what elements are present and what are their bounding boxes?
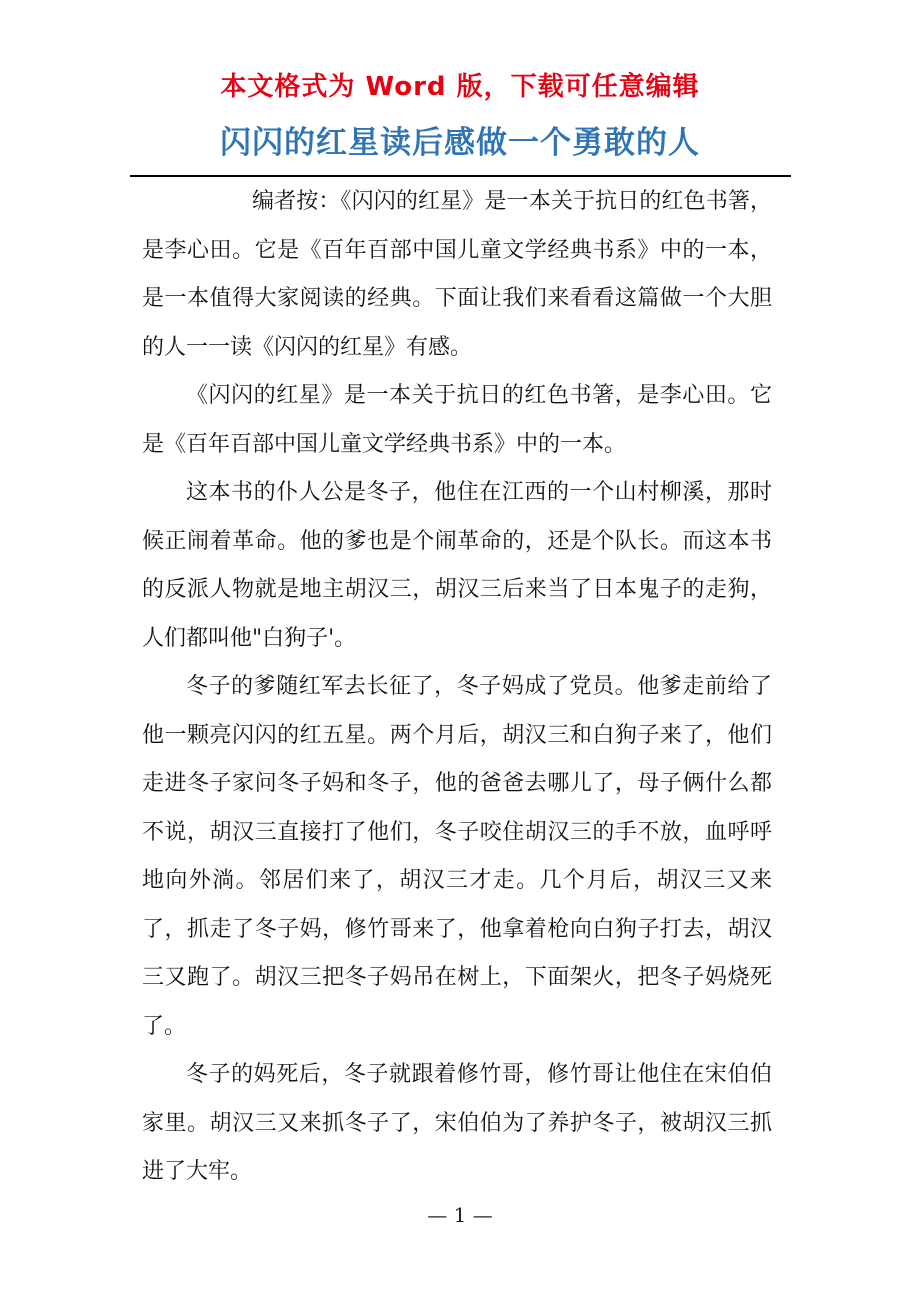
document-body <box>142 178 772 1197</box>
page-number: — 1 — <box>427 1203 493 1227</box>
format-banner: 本文格式为 Word 版，下载可任意编辑 <box>220 72 700 102</box>
title-divider <box>130 175 791 177</box>
body-paragraph: 冬子的爹随红军去长征了，冬子妈成了党员。他爹走前给了他一颗亮闪闪的红五星。两个月后，胡汉三和白狗子来了，他们走进冬子家问冬子妈和冬子，他的爸爸去哪儿了，母子俩什么都不说，胡汉三直接打了他们，冬子咬住胡汉三的手不放，血呼呼地向外淌。邻居们来了，胡汉三才走。几个月后，胡汉三又来了，抓走了冬子妈，修竹哥来了，他拿着枪向白狗子打去，胡汉三又跑了。胡汉三把冬子妈吊在树上，下面架火，把冬子妈烧死了。 <box>142 674 772 1039</box>
body-paragraph: 冬子的妈死后，冬子就跟着修竹哥，修竹哥让他住在宋伯伯家里。胡汉三又来抓冬子了，宋伯伯为了养护冬子，被胡汉三抓进了大牢。 <box>142 1062 772 1184</box>
document-title: 闪闪的红星读后感做一个勇敢的人 <box>220 125 700 161</box>
editor-note-paragraph: 编者按：《闪闪的红星》是一本关于抗日的红色书箸，是李心田。它是《百年百部中国儿童文学经典书系》中的一本，是一本值得大家阅读的经典。下面让我们来看看这篇做一个大胆的人一一读《闪闪的红星》有感。 <box>142 189 772 360</box>
body-paragraph: 《闪闪的红星》是一本关于抗日的红色书箸，是李心田。它是《百年百部中国儿童文学经典书系》中的一本。 <box>142 383 772 457</box>
body-paragraph: 这本书的仆人公是冬子，他住在江西的一个山村柳溪，那时候正闹着革命。他的爹也是个闹革命的，还是个队长。而这本书的反派人物就是地主胡汉三，胡汉三后来当了日本鬼子的走狗，人们都叫他"白狗子'。 <box>142 480 772 651</box>
